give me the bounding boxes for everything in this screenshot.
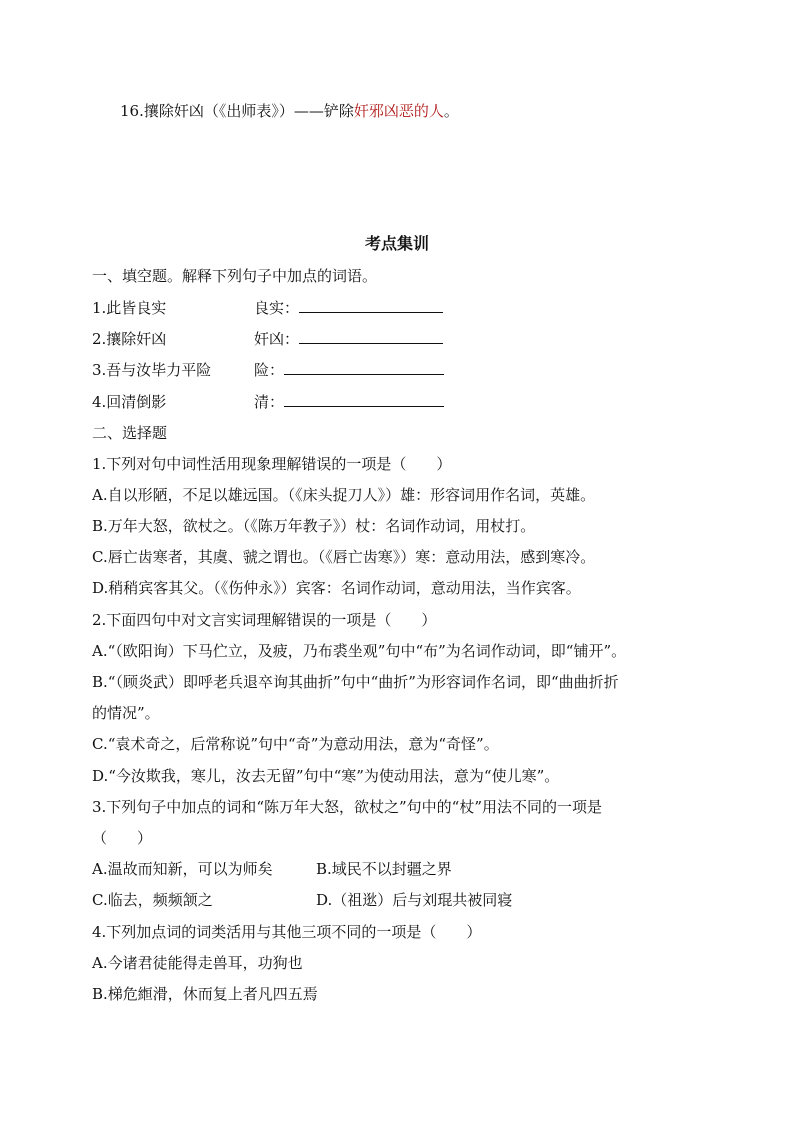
fill-question-1: 1.此皆良实 [92,299,167,317]
q3-stem-line2: （ ） [92,829,153,847]
q2-stem: 2.下面四句中对文言实词理解错误的一项是（ ） [92,611,437,629]
fill-blank-4[interactable] [284,392,444,407]
q2-option-b-line2: 的情况”。 [92,704,160,722]
q4-stem: 4.下列加点词的词类活用与其他三项不同的一项是（ ） [92,923,482,941]
q3-stem-line1: 3.下列句子中加点的词和“陈万年大怒，欲杖之”句中的“杖”用法不同的一项是 [92,798,602,816]
q3-option-a: A.温故而知新，可以为师矣 [92,860,273,878]
q1-option-a: A.自以形陋，不足以雄远国。（《床头捉刀人》）雄：形容词用作名词，英雄。 [92,486,596,504]
q2-option-d: D.“今汝欺我，寒儿，汝去无留”句中“寒”为使动用法，意为“使儿寒”。 [92,767,560,785]
fill-label-2: 奸凶： [254,330,300,348]
fill-label-4: 清： [254,393,285,411]
q3-option-d: D.（祖逖）后与刘琨共被同寝 [316,891,513,909]
q1-option-d: D.稍稍宾客其父。（《伤仲永》）宾客：名词作动词，意动用法，当作宾客。 [92,579,581,597]
q4-option-a: A.今诸君徒能得走兽耳，功狗也 [92,954,303,972]
q2-option-a: A.“（欧阳询）下马伫立，及疲，乃布裘坐观”句中“布”为名词作动词，即“铺开”。 [92,642,627,660]
fill-blank-3[interactable] [284,360,444,375]
section2-heading: 二、选择题 [92,424,168,442]
q1-stem: 1.下列对句中词性活用现象理解错误的一项是（ ） [92,455,452,473]
section-title: 考点集训 [364,234,429,253]
fill-answer-3 [254,360,444,380]
fill-label-3: 险： [254,361,285,379]
q1-option-b: B.万年大怒，欲杖之。（《陈万年教子》）杖：名词作动词，用杖打。 [92,517,536,535]
intro-line [120,101,459,121]
fill-question-4: 4.回清倒影 [92,393,167,411]
fill-blank-1[interactable] [299,298,443,313]
q3-option-c: C.临去，频频颔之 [92,891,213,909]
intro-suffix: 。 [443,102,459,120]
fill-answer-1 [254,298,443,318]
fill-question-2: 2.攘除奸凶 [92,330,167,348]
q2-option-c: C.“袁术奇之，后常称说”句中“奇”为意动用法，意为“奇怪”。 [92,735,499,753]
fill-blank-2[interactable] [299,329,443,344]
fill-answer-4 [254,392,444,412]
intro-prefix: 16.攘除奸凶（《出师表》）——铲除 [120,102,354,120]
fill-question-3: 3.吾与汝毕力平险 [92,361,212,379]
intro-highlight: 奸邪凶恶的人 [353,102,444,120]
fill-label-1: 良实： [254,299,300,317]
q2-option-b-line1: B.“（顾炎武）即呼老兵退卒询其曲折”句中“曲折”为形容词作名词，即“曲曲折折 [92,673,619,691]
q1-option-c: C.唇亡齿寒者，其虞、虢之谓也。（《唇亡齿寒》）寒：意动用法，感到寒冷。 [92,548,596,566]
q3-option-b: B.域民不以封疆之界 [316,860,452,878]
section1-heading: 一、填空题。解释下列句子中加点的词语。 [92,267,378,285]
q4-option-b: B.梯危縆滑，休而复上者凡四五焉 [92,985,318,1003]
fill-answer-2 [254,329,443,349]
